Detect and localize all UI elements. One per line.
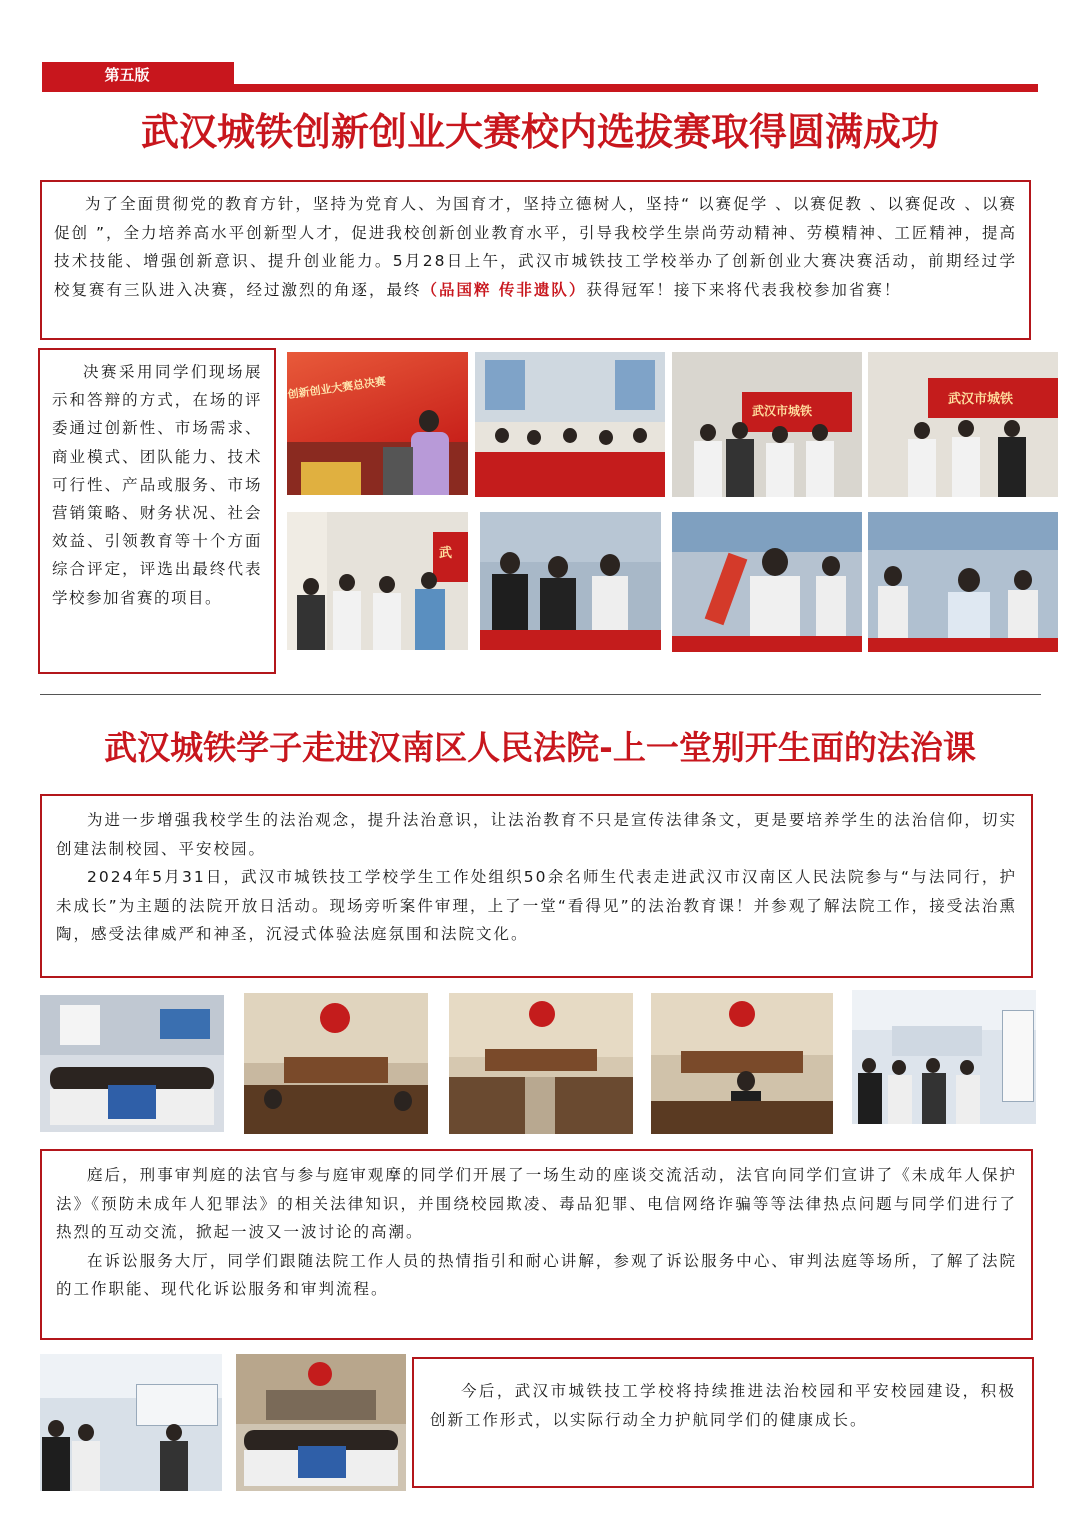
section-divider <box>40 694 1041 695</box>
article2-para2: 2024年5月31日，武汉市城铁技工学校学生工作处组织50余名师生代表走进武汉市汉南区人民法院参与“与法同行，护未成长”为主题的法院开放日活动。现场旁听案件审理，上了一堂“看得见”的法治教育课！并参观了解法院工作，接受法治熏陶，感受法律威严和神圣，沉浸式体验法庭氛围和法院文化。 <box>56 868 1017 943</box>
article2-para3: 庭后，刑事审判庭的法官与参与庭审观摩的同学们开展了一场生动的座谈交流活动，法官向同学们宣讲了《未成年人保护法》《预防未成年人犯罪法》的相关法律知识，并围绕校园欺凌、毒品犯罪、电信网络诈骗等等法律热点问题与同学们进行了热烈的互动交流，掀起一波又一波讨论的高潮。 <box>56 1166 1017 1241</box>
photo-group-hall <box>40 995 224 1132</box>
article1-intro-text <box>54 190 1017 304</box>
article1-side-box <box>38 348 276 674</box>
article2-para5: 今后，武汉市城铁技工学校将持续推进法治校园和平安校园建设，积极创新工作形式，以实际行动全力护航同学们的健康成长。 <box>430 1382 1016 1429</box>
photo-student-speaking <box>672 512 862 652</box>
photo-group-court-entrance <box>236 1354 406 1491</box>
banner-text: 武汉市城铁 <box>948 392 1014 407</box>
photo-audience-mic <box>480 512 661 650</box>
article2-after-box <box>40 1149 1033 1340</box>
photo-teacher-speaking <box>868 512 1058 652</box>
article1-intro-box <box>40 180 1031 340</box>
winning-team-name: （品国粹 传非遗队） <box>421 280 587 299</box>
intro-text-end: 获得冠军！接下来将代表我校参加省赛！ <box>586 280 902 299</box>
banner-text: 武 <box>439 546 453 561</box>
photo-service-hall <box>852 990 1036 1124</box>
article2-closing-box <box>412 1357 1034 1488</box>
photo-service-tour <box>40 1354 222 1491</box>
banner-text: 武汉市城铁 <box>752 404 813 418</box>
photo-courtroom-judge <box>651 993 833 1134</box>
edition-label: 第五版 <box>104 66 150 84</box>
photo-team-presenting <box>672 352 862 497</box>
photo-team-answering <box>868 352 1058 497</box>
article1-title: 武汉城铁创新创业大赛校内选拔赛取得圆满成功 <box>140 110 939 154</box>
article2-title: 武汉城铁学子走进汉南区人民法院-上一堂别开生面的法治课 <box>104 728 976 767</box>
article2-intro-box <box>40 794 1033 978</box>
banner-text: 创新创业大赛总决赛 <box>287 374 387 402</box>
photo-judges-panel <box>475 352 665 497</box>
article1-side-text: 决赛采用同学们现场展示和答辩的方式，在场的评委通过创新性、市场需求、商业模式、团队能力、技术可行性、产品或服务、市场营销策略、财务状况、社会效益、引领教育等十个方面综合评定，评选出最终代表学校参加省赛的项目。 <box>52 363 262 607</box>
photo-host-speaking <box>287 352 468 495</box>
photo-courtroom-hearing <box>449 993 633 1134</box>
photo-team-on-stage <box>287 512 468 650</box>
photo-courtroom-empty <box>244 993 428 1134</box>
intro-text-main: 为了全面贯彻党的教育方针，坚持为党育人、为国育才，坚持立德树人，坚持“ 以赛促学 、以赛促教 、以赛促改 、以赛促创 ”，全力培养高水平创新型人才，促进我校创新创业教育水平，引导我校学生崇尚劳动精神、劳模精神、工匠精神，提高技术技能、增强创新意识、提升创业能力。5月28日上午，武汉市城铁技工学校举办了创新创业大赛决赛活动，前期经过学校复赛有三队进入决赛，经过激烈的角逐，最终 <box>54 195 1017 299</box>
article2-para4: 在诉讼服务大厅，同学们跟随法院工作人员的热情指引和耐心讲解，参观了诉讼服务中心、审判法庭等场所，了解了法院的工作职能、现代化诉讼服务和审判流程。 <box>56 1251 1017 1298</box>
article2-para1: 为进一步增强我校学生的法治观念，提升法治意识，让法治教育不只是宣传法律条文，更是要培养学生的法治信仰，切实创建法制校园、平安校园。 <box>56 811 1017 858</box>
